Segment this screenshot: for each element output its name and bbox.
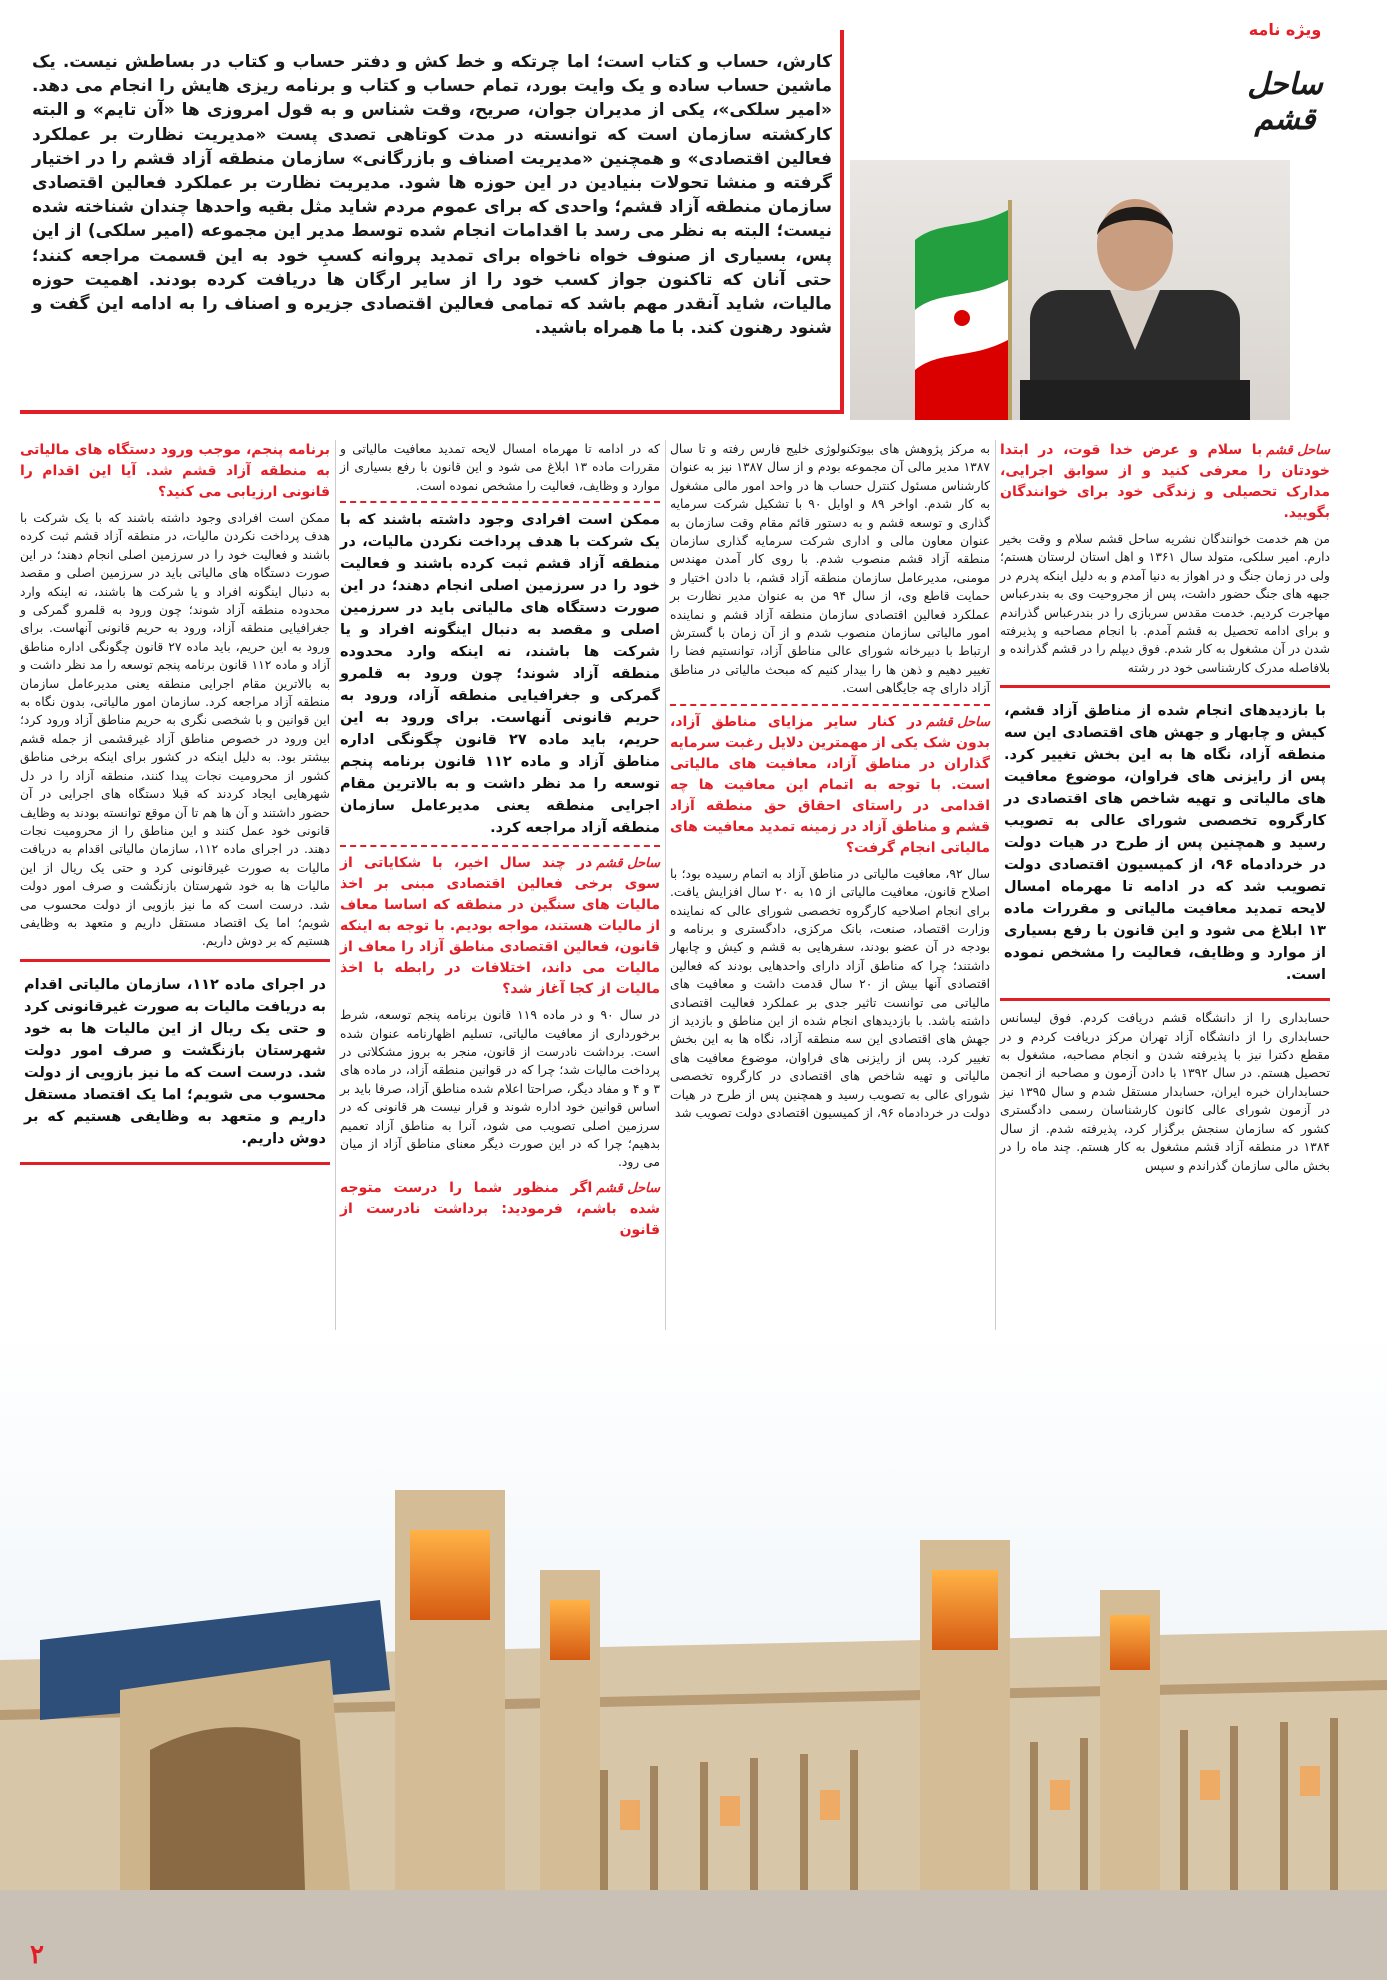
mini-logo: ساحل قشم (926, 714, 990, 730)
column-divider (665, 440, 666, 1340)
page-number: ۲ (30, 1940, 44, 1970)
answer-paragraph: که در ادامه تا مهرماه امسال لایحه تمدید معافیت مالیاتی و مقررات ماده ۱۳ ابلاغ می شود و این قانون با رفع بسیاری از موارد و وظایف، فعالیت را مشخص نموده است. (340, 442, 661, 493)
answer-paragraph: من هم خدمت خوانندگان نشریه ساحل قشم سلام و وقت بخیر دارم. امیر سلکی، متولد سال ۱۳۶۱ و اهل استان لرستان هستم؛ ولی در زمان جنگ و در اهواز به دنیا آمدم و به دلیل اینکه پدرم در جبهه های جنگ حضور داشت، پس از مجروحیت وی به بندرعباس مهاجرت کردیم. خدمت مقدس سربازی را در بندرعباس گذراندم و برای ادامه تحصیل به قشم آمدم. با انجام مصاحبه و پذیرفته شدن در آن مشغول به کار شدم. فوق دیپلم را در قشم گذرانده و بلافاصله مدرک کارشناسی خود در رشته (1000, 532, 1330, 675)
pull-quote: با بازدیدهای انجام شده از مناطق آزاد قشم، کیش و چابهار و جهش های اقتصادی این سه منطقه آزاد، نگاه ها به این بخش تغییر کرد. پس از رایزنی های فراوان، موضوع معافیت های مالیاتی و تهیه شاخص های اقتصادی در کارگروه تخصصی شورای عالی به تصویب رسید و همچنین پس از طرح در هیات دولت در خردادماه ۹۶، از کمیسیون اقتصادی دولت تصویب شد که در ادامه تا مهرماه امسال لایحه تمدید معافیت مالیاتی و مقررات ماده ۱۳ ابلاغ می شود و این قانون با رفع بسیاری از موارد و وظایف، فعالیت را مشخص نموده است. (1000, 685, 1330, 1001)
dashed-divider (340, 845, 660, 847)
answer-paragraph: ممکن است افرادی وجود داشته باشند که با یک شرکت با هدف پرداخت نکردن مالیات، در منطقه آزاد قشم ثبت کرده باشند و فعالیت خود را در سرزمین اصلی انجام دهند؛ در این صورت دستگاه های مالیاتی باید در سرزمین اصلی و مقصد به دنبال اینگونه افراد و یا شرکت ها باشند، نه اینکه وارد محدوده منطقه آزاد شوند؛ چون ورود به قلمرو گمرکی و جغرافیایی منطقه آزاد، ورود به حریم قانونی آنهاست. برای ورود به این حریم، باید ماده ۲۷ قانون چگونگی اداره مناطق آزاد و ماده ۱۱۲ قانون برنامه پنجم توسعه را مد نظر داشت و به بالاترین مقام اجرایی منطقه یعنی مدیرعامل سازمان منطقه آزاد مراجعه کرد. سازمان امور مالیاتی، بدون نگاه به این قوانین و با شخصی نگری به حریم مناطق آزاد ورود کرد؛ این ورود در خصوص مناطق آزاد غیرقشمی از جمله قشم بیشتر بود. به دلیل اینکه در کشور برای اینکه برخی مناطق کشور از محرومیت نجات پیدا کنند، منطقه آزاد را در دل شهرهایی ایجاد کردند که قبلا دستگاه های اجرایی در آن حضور داشتند و آن ها هم تا آن موقع توانسته بودند به وظایف قانونی خود عمل کنند و این مناطق را از محرومیت نجات دهند. در اجرای ماده ۱۱۲، سازمان مالیاتی اقدام به دریافت مالیات به صورت غیرقانونی کرد و حتی یک ریال از این مالیات ها به خود شهرستان بازنگشت و صرف امور دولت شد. درست است که ما نیز بازویی از دولت محسوب می شویم؛ اما یک اقتصاد مستقل داریم و متعهد به وظایفی هستیم که بر دوش داریم. (20, 511, 331, 949)
intro-box (20, 30, 844, 414)
pull-quote: در اجرای ماده ۱۱۲، سازمان مالیاتی اقدام به دریافت مالیات به صورت غیرقانونی کرد و حتی یک ریال از این مالیات ها به خود شهرستان بازنگشت و صرف امور دولت شد. درست است که ما نیز بازویی از دولت محسوب می شویم؛ اما یک اقتصاد مستقل داریم و متعهد به وظایفی هستیم که بر دوش داریم. (20, 959, 330, 1165)
answer-paragraph: در سال ۹۰ و در ماده ۱۱۹ قانون برنامه پنجم توسعه، شرط برخورداری از معافیت مالیاتی، تسلیم اظهارنامه عنوان شده است. برداشت نادرست از قانون، منجر به بروز مشکلاتی در پرداخت مالیات شد؛ چرا که در قوانین منطقه آزاد، در ماده های ۳ و ۴ و مفاد دیگر، صراحتا اعلام شده مناطق آزاد، صرفا باید بر اساس قوانین خود اداره شوند و قرار نیست هر قانونی که در سرزمین اصلی تصویب می شود، آنرا به مناطق آزاد تعمیم بدهیم؛ چرا که در این صورت دیگر معنای مناطق آزاد از میان می رود. (340, 1008, 660, 1170)
question-2: ساحل قشمدر کنار سایر مزایای مناطق آزاد، بدون شک یکی از مهمترین دلایل رغبت سرمایه گذاران در مناطق آزاد، معافیت های مالیاتی است. با توجه به اتمام این معافیت ها چه اقدامی در راستای احقاق حق منطقه آزاد قشم و مناطق آزاد در زمینه تمدید معافیت های مالیاتی انجام گرفت؟ (670, 713, 990, 856)
brand-block (1225, 20, 1345, 137)
interviewee-photo (850, 160, 1290, 420)
mini-logo: ساحل قشم (1266, 443, 1330, 458)
question-1: ساحل قشمبا سلام و عرض خدا قوت، در ابتدا خودتان را معرفی کنید و از سوابق اجرایی، مدارک تحصیلی و زندگی خود برای خوانندگان بگویید. (1000, 442, 1330, 521)
column-divider (335, 440, 336, 1340)
column-divider (995, 440, 996, 1340)
article-column-3 (340, 440, 660, 1247)
person-icon (1020, 180, 1250, 420)
dashed-divider (340, 501, 660, 503)
mini-logo: ساحل قشم (596, 1180, 660, 1196)
pull-quote: ممکن است افرادی وجود داشته باشند که با یک شرکت با هدف پرداخت نکردن مالیات، در منطقه آزاد قشم ثبت کرده باشند و فعالیت خود را در سرزمین اصلی انجام دهند؛ در این صورت دستگاه های مالیاتی باید در سرزمین اصلی و مقصد به دنبال اینگونه افراد و یا شرکت ها باشند، نه اینکه وارد محدوده منطقه آزاد شوند؛ چون ورود به قلمرو گمرکی و جغرافیایی منطقه آزاد، ورود به حریم قانونی آنهاست. برای ورود به این حریم، باید ماده ۲۷ قانون چگونگی اداره مناطق آزاد و ماده ۱۱۲ قانون برنامه پنجم توسعه را مد نظر داشت و به بالاترین مقام اجرایی منطقه یعنی مدیرعامل سازمان منطقه آزاد مراجعه کرد. (340, 512, 660, 837)
answer-paragraph: سال ۹۲، معافیت مالیاتی در مناطق آزاد به اتمام رسیده بود؛ با اصلاح قانون، معافیت مالیاتی از ۱۵ به ۲۰ سال افزایش یافت. برای انجام اصلاحیه کارگروه تخصصی شورای عالی که نماینده وزارت اقتصاد، صنعت، بانک مرکزی، دادگستری و برنامه و بودجه در آن عضو بودند، سفرهایی به قشم و کیش و چابهار داشتند؛ چرا که مناطق آزاد دارای واحدهایی بودند که فعالین اقتصادی آنها بیش از ۲۰ سال قدمت داشت و معافیت های مالیاتی می توانست تاثیر جدی بر عملکرد فعالیت اقتصادی داشته باشد. با بازدیدهای انجام شده از این مناطق و بازدید از جهش های اقتصادی این سه منطقه آزاد، نگاه ها به این بخش تغییر کرد. پس از رایزنی های فراوان، موضوع معافیت های مالیاتی و تهیه شاخص های اقتصادی در کارگروه تخصصی شورای عالی به تصویب رسید و همچنین پس از طرح در هیات دولت در خردادماه ۹۶، از کمیسیون اقتصادی دولت تصویب شد (670, 866, 990, 1120)
answer-paragraph: حسابداری را از دانشگاه قشم دریافت کردم. فوق لیسانس حسابداری را از دانشگاه آزاد تهران مرکز دریافت کردم و در مقطع دکترا نیز با پذیرفته شدن و انجام مصاحبه، مشغول به تحصیل هستم. در سال ۱۳۹۲ با دادن آزمون و مصاحبه از انجمن حسابداران خبره ایران، حسابدار مستقل شدم و سال ۱۳۹۵ نیز در آزمون شورای عالی کانون کارشناسان رسمی دادگستری کشور که سازمان سنجش برگزار کرد، پذیرفته شدم. از سال ۱۳۸۴ در منطقه آزاد قشم مشغول به کار هستم. چند ماه را در بخش مالی سازمان گذراندم و سپس (1000, 1011, 1331, 1173)
article-column-2 (670, 440, 990, 1128)
article-column-1 (1000, 440, 1330, 1181)
question-3: ساحل قشمدر چند سال اخیر، با شکایاتی از سوی برخی فعالین اقتصادی مبنی بر اخذ مالیات های سنگین در منطقه که اساسا معاف از مالیات هستند، مواجه بودیم. با توجه به اینکه قانون، فعالین اقتصادی مناطق آزاد را معاف از مالیات می داند، اختلافات در رابطه با اخذ مالیات از کجا آغاز شد؟ (340, 855, 660, 998)
intro-text: کارش، حساب و کتاب است؛ اما چرتکه و خط کش و دفتر حساب و کتاب در بساطش نیست. یک ماشین حساب ساده و یک وایت بورد، تمام حساب و کتاب و برنامه ریزی هایش را انجام می دهد. «امیر سلکی»، یکی از مدیران جوان، صریح، وقت شناس و به قول امروزی ها «آن تایم» و البته کارکشته سازمان است که توانسته در مدت کوتاهی تصدی پست «مدیریت نظارت بر عملکرد فعالین اقتصادی» و همچنین «مدیریت اصناف و بازرگانی» سازمان منطقه آزاد قشم را در اختیار گرفته و منشا تحولات بنیادین در این حوزه ها شود. مدیریت نظارت بر عملکرد فعالین اقتصادی سازمان منطقه آزاد قشم؛ واحدی که برای عموم مردم شاید مثل بقیه واحدها چندان شناخته شده نیست؛ البته به نظر می رسد با اقدامات انجام شده توسط مدیر این مجموعه (امیر سلکی) از این پس، بسیاری از صنوف خواه ناخواه برای تمدید پروانه کسبِ خود به این قسمت مراجعه کنند؛ حتی آنان که تاکنون جواز کسب خود را از سایر ارگان ها دریافت کرده بودند. اهمیت حوزه مالیات، شاید آنقدر مهم باشد که تمامی فعالین اقتصادی جزیره و اصناف را به ادامه این گفت و شنود رهنون کند. با ما همراه باشید. (32, 52, 832, 339)
answer-paragraph: به مرکز پژوهش های بیوتکنولوژی خلیج فارس رفته و تا سال ۱۳۸۷ مدیر مالی آن مجموعه بودم و از سال ۱۳۸۷ نیز به عنوان کارشناس مسئول کنترل حساب ها در واحد امور مالی مشغول به کار شدم. اواخر ۸۹ و اوایل ۹۰ با تشکیل شرکت سرمایه گذاری و توسعه قشم و به دستور قائم مقام وقت سازمان به عنوان معاون مالی و اداری شرکت سرمایه گذاری سازمان منطقه آزاد قشم منصوب شدم. با روی کار آمدن مهندس مومنی، مدیرعامل سازمان منطقه آزاد قشم، با دادن اختیار و حمایت قاطع وی، از سال ۹۴ من به عنوان مدیر نظارت بر عملکرد فعالین اقتصادی سازمان منطقه آزاد قشم و نماینده امور مالیاتی سازمان منصوب شدم و از آن زمان با گسترش ارتباط با دبیرخانه شورای عالی مناطق آزاد، توانستیم فضا را تغییر دهیم و ذهن ها را بیدار کنیم که مبحث مالیاتی در مناطق آزاد دارای چه جایگاهی است. (670, 442, 991, 696)
article-header (20, 20, 1350, 420)
section-label: ویژه نامه (1248, 20, 1322, 39)
article-column-4 (20, 440, 330, 1173)
mini-logo: ساحل قشم (596, 856, 660, 872)
building-photo (0, 1330, 1387, 1980)
question-5: برنامه پنجم، موجب ورود دستگاه های مالیاتی به منطقه آزاد قشم شد. آیا این اقدام را قانونی ارزیابی می کنید؟ (20, 442, 330, 500)
iran-flag-icon (910, 200, 1020, 420)
publication-logo: ساحل قشم (1247, 67, 1323, 137)
question-4: ساحل قشماگر منظور شما را درست متوجه شده باشم، فرمودید: برداشت نادرست از قانون (340, 1179, 660, 1238)
dashed-divider (670, 704, 990, 706)
